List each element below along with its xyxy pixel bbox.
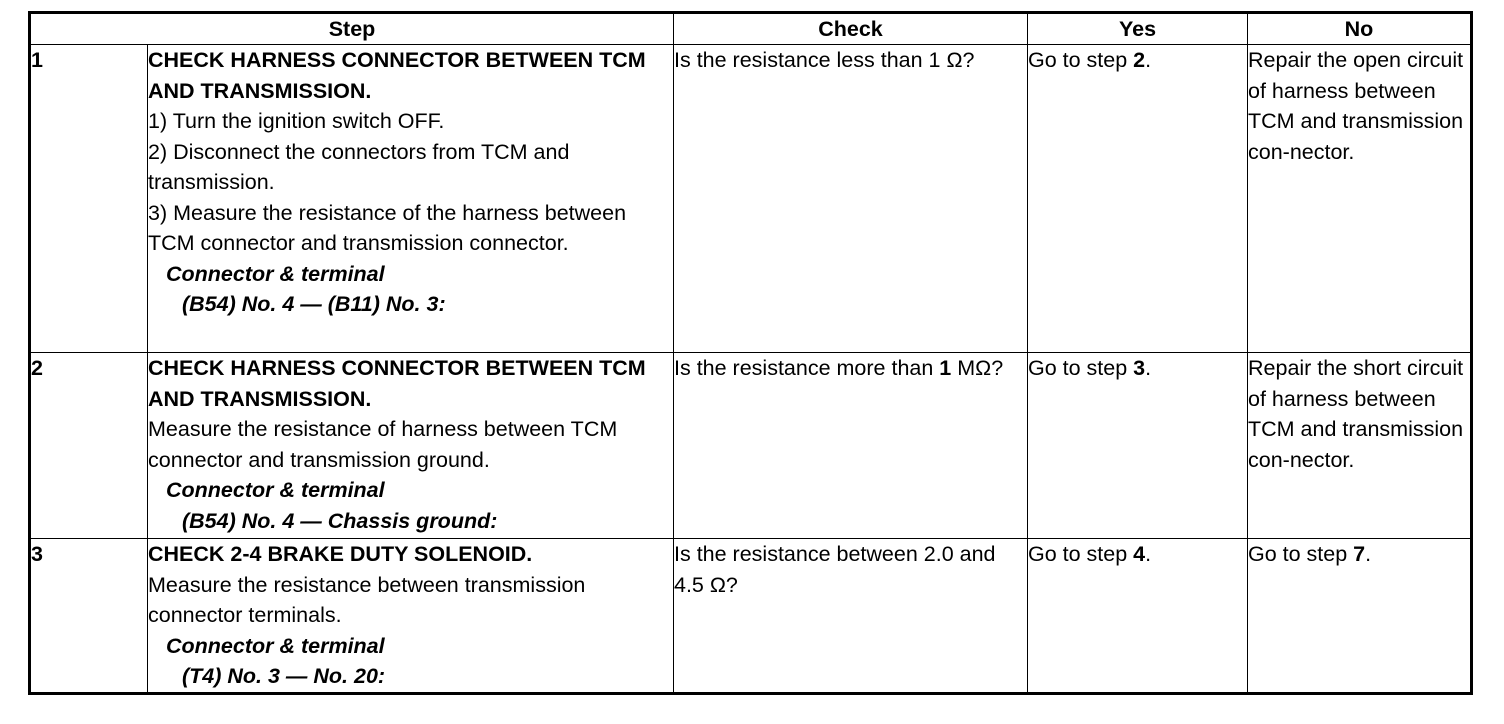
connector-pins: (B54) No. 4 — Chassis ground: <box>182 508 498 533</box>
connector-pins: (B54) No. 4 — (B11) No. 3: <box>182 292 446 316</box>
yes-cell <box>1028 539 1248 694</box>
step-instruction: 2) Disconnect the connectors from TCM and transmission. <box>148 139 570 194</box>
check-cell <box>674 353 1028 539</box>
connector-pins: (T4) No. 3 — No. 20: <box>182 664 386 688</box>
header-step: Step <box>30 13 674 45</box>
step-cell <box>148 353 674 539</box>
table-row <box>30 353 1472 539</box>
step-instruction: 3) Measure the resistance of the harness between TCM connector and transmission connector. <box>148 200 627 255</box>
table-row <box>30 45 1472 353</box>
step-title: CHECK 2-4 BRAKE DUTY SOLENOID. <box>148 542 533 566</box>
header-check: Check <box>674 13 1028 45</box>
check-value: 1 <box>939 356 952 380</box>
no-step-ref: 7 <box>1353 542 1366 566</box>
header-no: No <box>1248 13 1472 45</box>
step-title: CHECK HARNESS CONNECTOR BETWEEN TCM AND TRANSMISSION. <box>148 48 646 103</box>
step-instruction: 1) Turn the ignition switch OFF. <box>148 109 445 133</box>
yes-prefix: Go to step <box>1028 356 1134 380</box>
step-number: 3 <box>30 539 148 694</box>
yes-step-ref: 2 <box>1133 48 1146 72</box>
yes-cell <box>1028 45 1248 353</box>
yes-suffix: . <box>1145 48 1152 72</box>
header-row <box>30 13 1472 45</box>
step-instruction: Measure the resistance between transmission connector terminals. <box>148 572 586 627</box>
connector-label: Connector & terminal <box>166 261 385 286</box>
header-yes: Yes <box>1028 13 1248 45</box>
yes-cell <box>1028 353 1248 539</box>
step-instruction: Measure the resistance of harness between TCM connector and transmission ground. <box>148 417 618 472</box>
check-cell: Is the resistance between 2.0 and 4.5 Ω? <box>674 539 1028 694</box>
step-number: 2 <box>30 353 148 539</box>
no-suffix: . <box>1365 542 1372 566</box>
step-number: 1 <box>30 45 148 353</box>
no-cell <box>1248 539 1472 694</box>
yes-suffix: . <box>1145 542 1152 566</box>
connector-label: Connector & terminal <box>166 478 385 502</box>
check-suffix: MΩ? <box>951 356 1004 380</box>
connector-label: Connector & terminal <box>166 633 385 658</box>
yes-step-ref: 3 <box>1133 356 1146 380</box>
step-cell <box>148 45 674 353</box>
no-cell: Repair the short circuit of harness between TCM and transmission con-nector. <box>1248 353 1472 539</box>
check-cell: Is the resistance less than 1 Ω? <box>674 45 1028 353</box>
diagnostic-table <box>28 11 1473 695</box>
yes-step-ref: 4 <box>1133 542 1146 566</box>
yes-prefix: Go to step <box>1028 542 1134 566</box>
check-prefix: Is the resistance more than <box>674 356 940 380</box>
yes-prefix: Go to step <box>1028 48 1134 72</box>
no-prefix: Go to step <box>1248 542 1354 566</box>
table-row <box>30 539 1472 694</box>
step-cell <box>148 539 674 694</box>
yes-suffix: . <box>1145 356 1152 380</box>
step-title: CHECK HARNESS CONNECTOR BETWEEN TCM AND TRANSMISSION. <box>148 356 646 411</box>
no-cell: Repair the open circuit of harness between TCM and transmission con-nector. <box>1248 45 1472 353</box>
